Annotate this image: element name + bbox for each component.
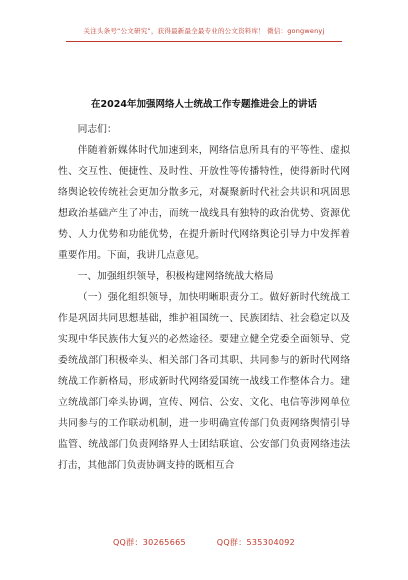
footer-qq-group-2: QQ群：535304092: [216, 538, 296, 547]
footer-note: [0, 537, 408, 548]
document-body: [58, 116, 350, 476]
footer-qq-group-1: QQ群：30265665: [112, 538, 186, 547]
body-paragraph: （一）强化组织领导，加快明晰职责分工。做好新时代统战工作是巩固共同思想基础，维护祖国统一、民族团结、社会稳定以及实现中华民族伟大复兴的必然途径。要建立健全党委全面领导、党委统战部门积极牵头、相关部门各司其职、共同参与的新时代网络统战工作新格局，形成新时代网络爱国统一战线工作整体合力。建立统战部门牵头协调，宣传、网信、公安、文化、电信等涉网单位共同参与的工作联动机制，进一步明确宣传部门负责网络舆情引导监管、统战部门负责网络界人士团结联谊、公安部门负责网络违法打击，其他部门负责协调支持的既相互合: [58, 292, 350, 471]
section-heading: 一、加强组织领导，积极构建网络统战大格局: [77, 271, 274, 282]
header-note: 关注头条号“公文研究”，获得最新最全最专业的公文资料库！ 微信：gongwenyj: [83, 27, 325, 35]
salutation: 同志们：: [77, 124, 117, 135]
header-divider: [66, 41, 342, 42]
document-title: 在2024年加强网络人士统战工作专题推进会上的讲话: [91, 99, 317, 110]
body-paragraph: 伴随着新媒体时代加速到来，网络信息所具有的平等性、虚拟性、交互性、便捷性、及时性、开放性等传播特性，使得新时代网络舆论较传统社会更加分散多元，对凝聚新时代社会共识和巩固思想政治基础产生了冲击，而统一战线具有独特的政治优势、资源优势、人力优势和功能优势，在提升新时代网络舆论引导力中发挥着重要作用。下面，我讲几点意见。: [58, 145, 350, 261]
